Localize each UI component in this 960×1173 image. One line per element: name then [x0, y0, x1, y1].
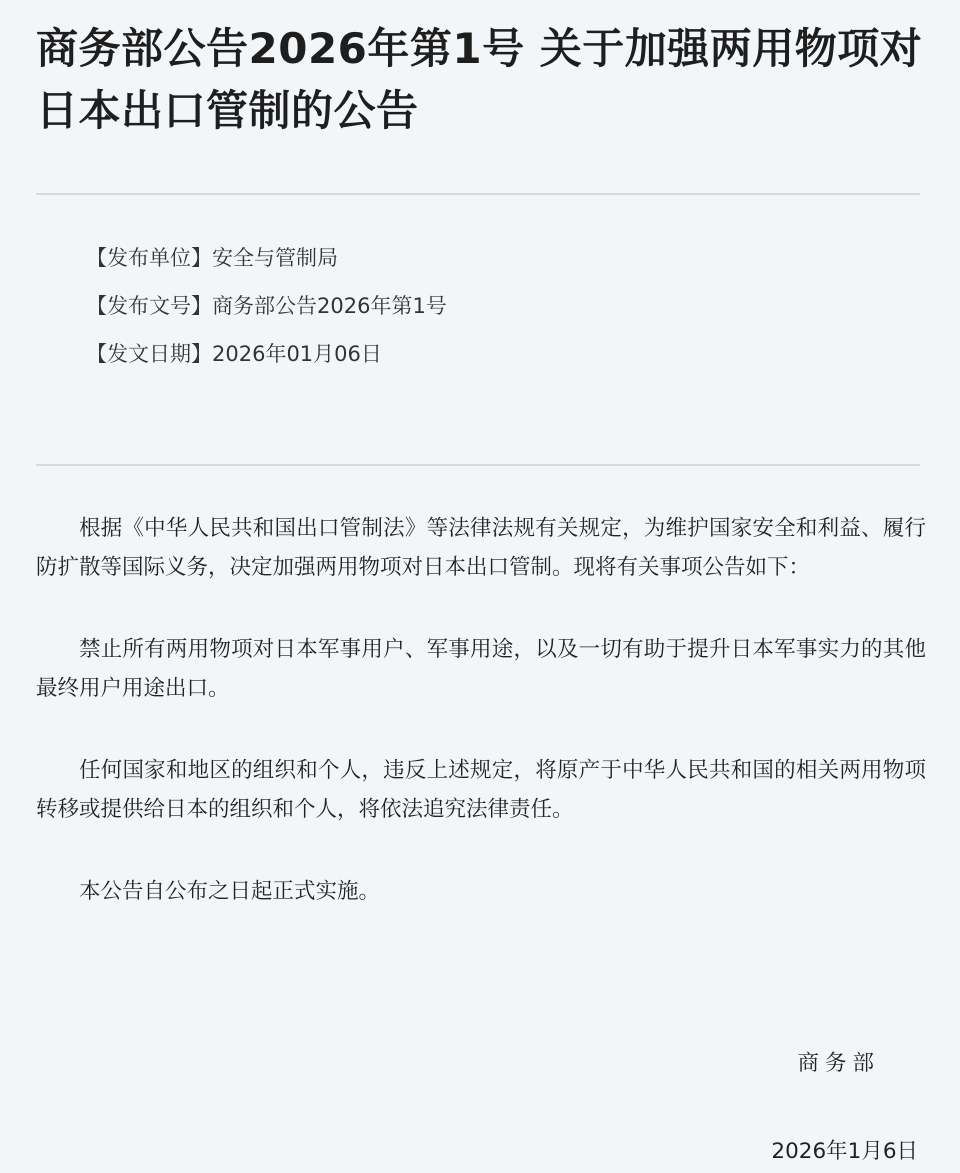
announcement-body — [36, 509, 926, 954]
metadata-section — [86, 240, 447, 384]
body-paragraph-effective: 本公告自公布之日起正式实施。 — [79, 879, 381, 904]
meta-label-document-number: 【发布文号】 — [86, 294, 212, 318]
meta-label-publisher: 【发布单位】 — [86, 246, 212, 270]
body-paragraph-prohibition: 禁止所有两用物项对日本军事用户、军事用途，以及一切有助于提升日本军事实力的其他最终用户用途出口。 — [36, 637, 926, 701]
signature-date: 2026年1月6日 — [771, 1139, 918, 1164]
issuer-signature: 商务部 — [797, 1051, 880, 1076]
meta-value-publisher: 安全与管制局 — [212, 246, 338, 270]
meta-row-issue-date — [86, 336, 447, 384]
body-paragraph-liability: 任何国家和地区的组织和个人，违反上述规定，将原产于中华人民共和国的相关两用物项转移或提供给日本的组织和个人，将依法追究法律责任。 — [36, 758, 926, 822]
meta-value-document-number: 商务部公告2026年第1号 — [212, 294, 447, 318]
metadata-divider — [36, 464, 920, 466]
meta-row-publisher — [86, 240, 447, 288]
meta-label-issue-date: 【发文日期】 — [86, 342, 212, 366]
announcement-title: 商务部公告2026年第1号 关于加强两用物项对日本出口管制的公告 — [36, 24, 923, 135]
title-divider — [36, 193, 920, 195]
meta-value-issue-date: 2026年01月06日 — [212, 342, 382, 366]
meta-row-document-number — [86, 288, 447, 336]
body-paragraph-intro: 根据《中华人民共和国出口管制法》等法律法规有关规定，为维护国家安全和利益、履行防扩散等国际义务，决定加强两用物项对日本出口管制。现将有关事项公告如下： — [36, 516, 926, 580]
